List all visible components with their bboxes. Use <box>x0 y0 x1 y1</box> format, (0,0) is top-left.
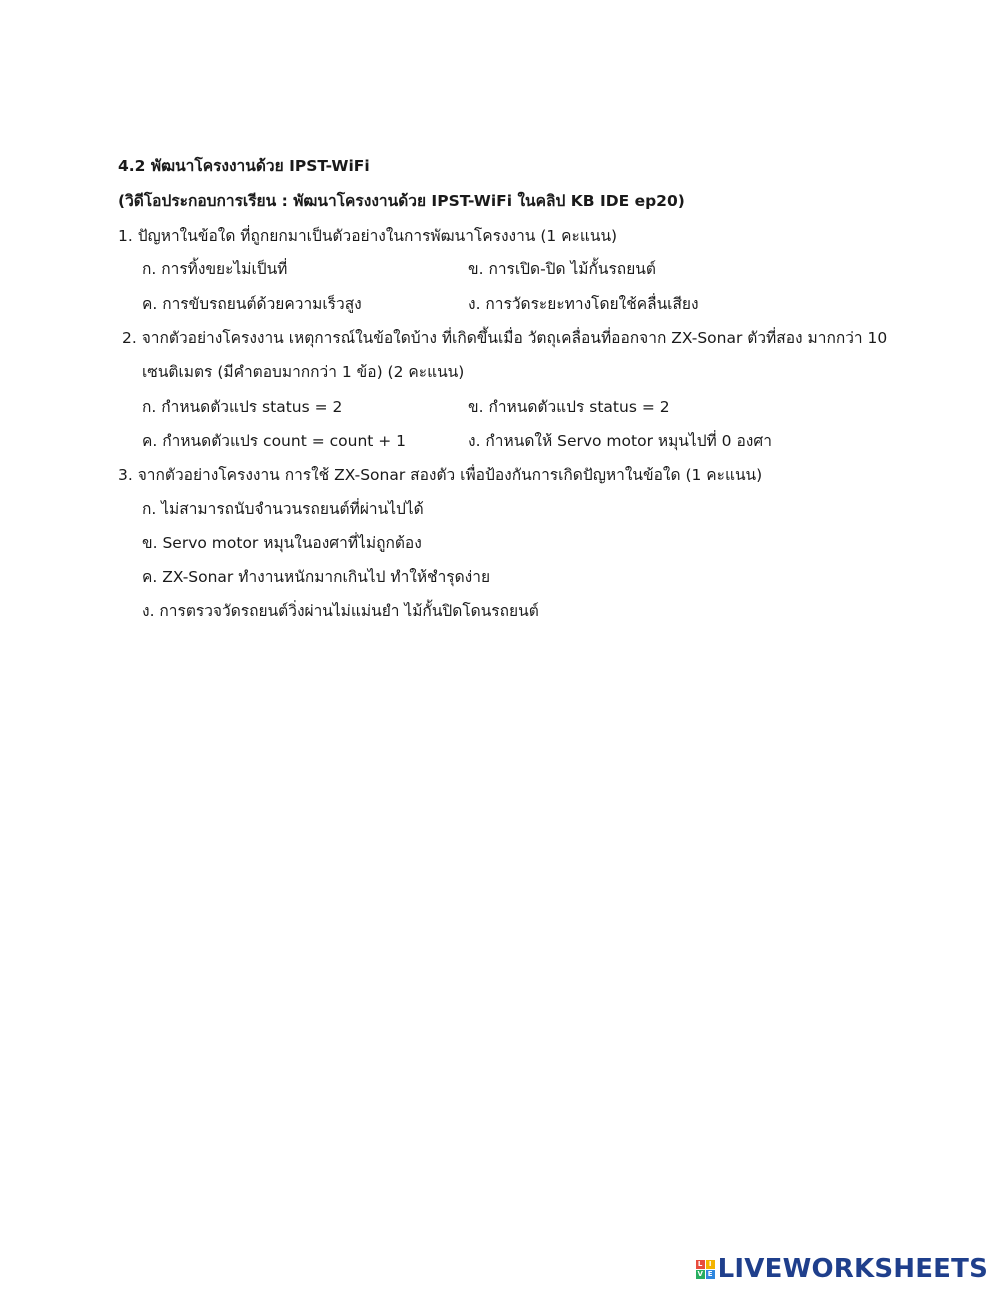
logo-mark-tile: I <box>706 1260 715 1269</box>
question-1-choice-a: ก. การทิ้งขยะไม่เป็นที่ <box>142 260 288 278</box>
question-2-choice-b: ข. กำหนดตัวแปร status = 2 <box>468 398 670 416</box>
question-2-choice-a: ก. กำหนดตัวแปร status = 2 <box>142 398 343 416</box>
section-subheading: (วิดีโอประกอบการเรียน : พัฒนาโครงงานด้วย IPST-WiFi ในคลิป KB IDE ep20) <box>118 192 685 210</box>
logo-text: LIVEWORKSHEETS <box>717 1254 988 1284</box>
logo-mark-tile: E <box>706 1270 715 1279</box>
section-heading: 4.2 พัฒนาโครงงานด้วย IPST-WiFi <box>118 157 370 175</box>
question-2-text: 2. จากตัวอย่างโครงงาน เหตุการณ์ในข้อใดบ้าง ที่เกิดขึ้นเมื่อ วัตถุเคลื่อนที่ออกจาก ZX-Sonar ตัวที่สอง มากกว่า 10 <box>122 329 888 347</box>
logo-mark-tile: V <box>697 1269 703 1278</box>
question-2-text-cont: เซนติเมตร (มีคำตอบมากกว่า 1 ข้อ) (2 คะแนน) <box>142 363 465 381</box>
logo-mark-icon <box>696 1260 715 1279</box>
question-3-choice-b: ข. Servo motor หมุนในองศาที่ไม่ถูกต้อง <box>142 534 422 552</box>
question-1-choice-b: ข. การเปิด-ปิด ไม้กั้นรถยนต์ <box>468 260 656 278</box>
question-2-choice-d: ง. กำหนดให้ Servo motor หมุนไปที่ 0 องศา <box>468 432 772 450</box>
question-1-choice-c: ค. การขับรถยนต์ด้วยความเร็วสูง <box>142 295 362 313</box>
question-3-choice-a: ก. ไม่สามารถนับจำนวนรถยนต์ที่ผ่านไปได้ <box>142 500 424 518</box>
question-3-text: 3. จากตัวอย่างโครงงาน การใช้ ZX-Sonar สองตัว เพื่อป้องกันการเกิดปัญหาในข้อใด (1 คะแนน) <box>118 466 763 484</box>
question-2-choice-c: ค. กำหนดตัวแปร count = count + 1 <box>142 432 407 450</box>
question-3-choice-d: ง. การตรวจวัดรถยนต์วิ่งผ่านไม่แม่นยำ ไม้กั้นปิดโดนรถยนต์ <box>142 602 539 620</box>
logo-mark-tile: L <box>696 1260 705 1269</box>
question-1-choice-d: ง. การวัดระยะทางโดยใช้คลื่นเสียง <box>468 295 699 313</box>
question-1-text: 1. ปัญหาในข้อใด ที่ถูกยกมาเป็นตัวอย่างในการพัฒนาโครงงาน (1 คะแนน) <box>118 227 618 245</box>
liveworksheets-logo <box>696 1252 988 1286</box>
question-3-choice-c: ค. ZX-Sonar ทำงานหนักมากเกินไป ทำให้ชำรุดง่าย <box>142 568 491 586</box>
